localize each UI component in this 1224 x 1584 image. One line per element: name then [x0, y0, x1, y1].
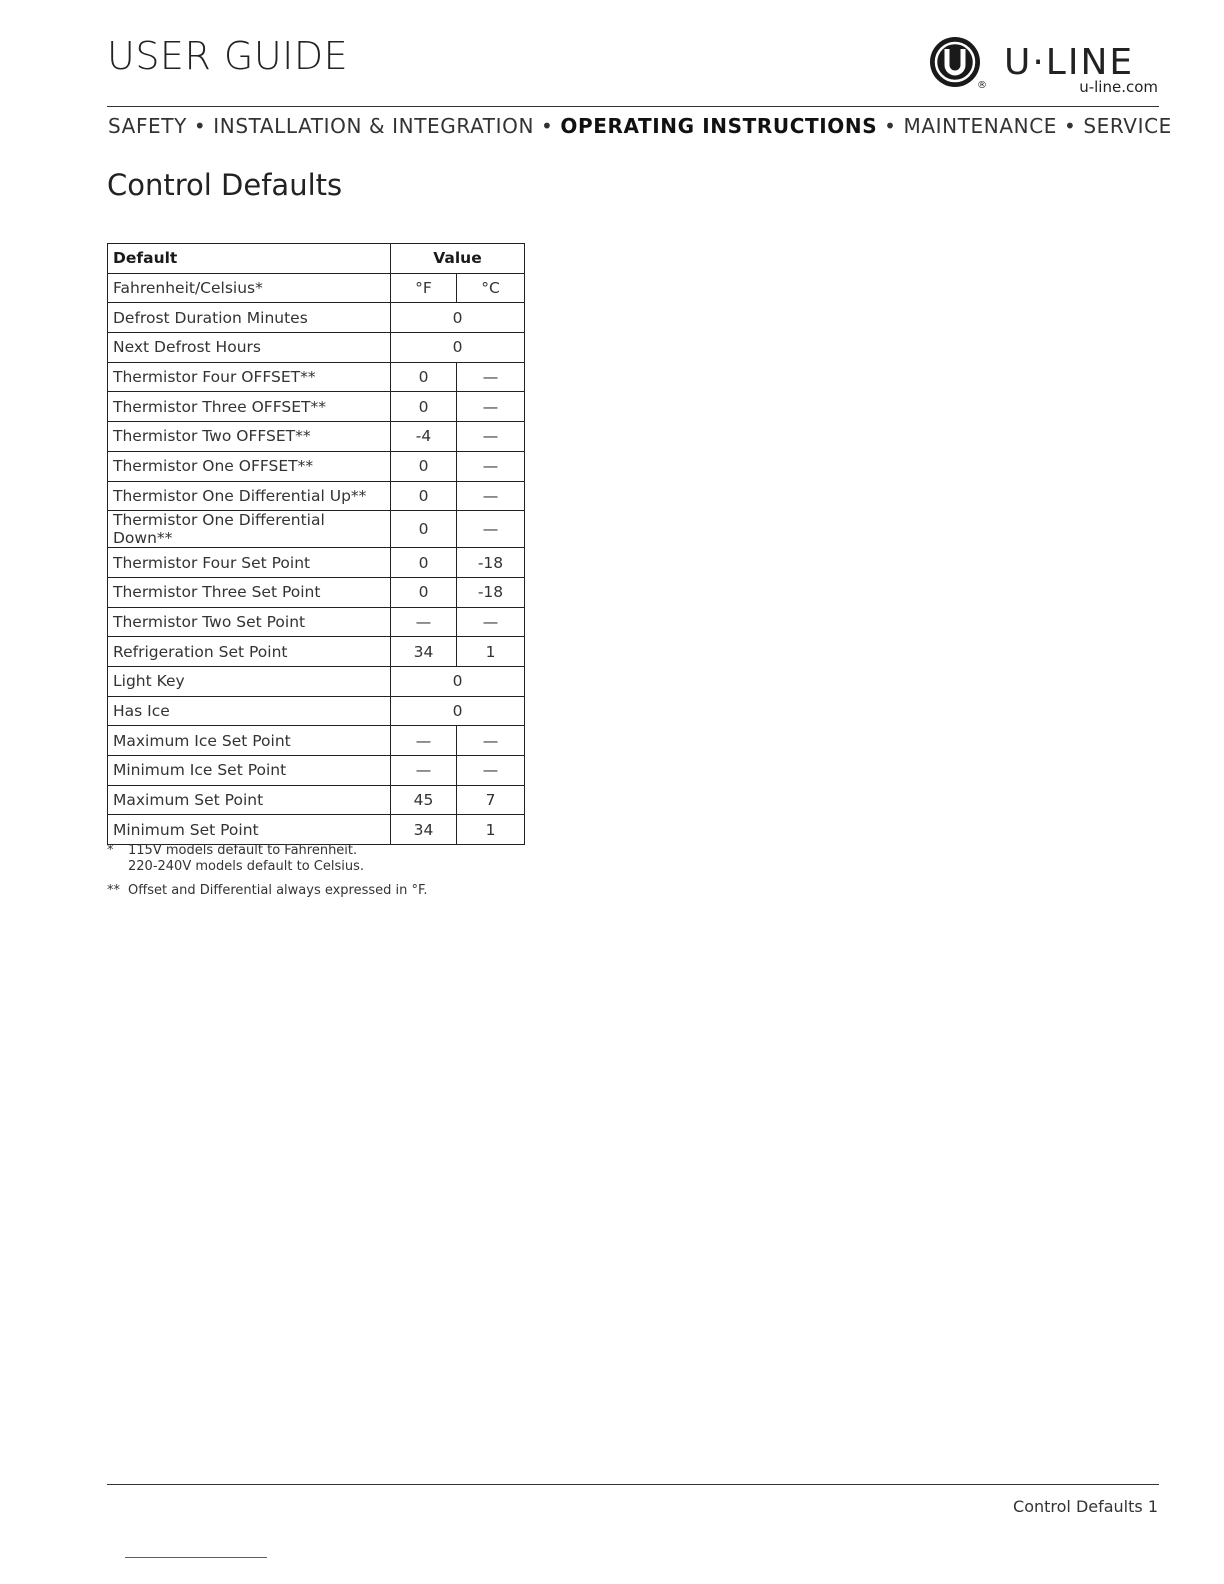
row-label: Thermistor Two Set Point	[108, 607, 391, 637]
table-row	[108, 422, 525, 452]
control-defaults-table	[107, 243, 525, 845]
table-row	[108, 511, 525, 548]
brand-wordmark: U·LINE	[1004, 42, 1135, 83]
row-value: 0	[391, 333, 525, 363]
row-label: Thermistor One Differential Down**	[108, 511, 391, 548]
column-header-value: Value	[391, 244, 525, 274]
nav-item-operating-instructions: OPERATING INSTRUCTIONS	[560, 114, 878, 138]
row-value-fahrenheit: 45	[391, 785, 457, 815]
row-label: Has Ice	[108, 696, 391, 726]
row-label: Thermistor Three OFFSET**	[108, 392, 391, 422]
row-value: 0	[391, 666, 525, 696]
row-value-fahrenheit: 0	[391, 548, 457, 578]
registered-mark: ®	[977, 80, 987, 91]
row-label: Fahrenheit/Celsius*	[108, 273, 391, 303]
row-label: Defrost Duration Minutes	[108, 303, 391, 333]
row-value-fahrenheit: 34	[391, 815, 457, 845]
footnote-double-asterisk	[107, 883, 428, 899]
row-value-celsius: -18	[457, 548, 525, 578]
table-footnotes	[107, 843, 428, 899]
table-row	[108, 303, 525, 333]
table-row	[108, 481, 525, 511]
table-row	[108, 451, 525, 481]
row-value-celsius: —	[457, 726, 525, 756]
row-value-celsius: —	[457, 392, 525, 422]
row-value-fahrenheit: 34	[391, 637, 457, 667]
page-footer-label: Control Defaults 1	[1013, 1497, 1158, 1516]
section-title: Control Defaults	[107, 168, 343, 202]
row-value-celsius: —	[457, 756, 525, 786]
row-label: Thermistor One Differential Up**	[108, 481, 391, 511]
nav-item-installation: INSTALLATION & INTEGRATION	[213, 114, 535, 138]
row-label: Next Defrost Hours	[108, 333, 391, 363]
nav-separator: •	[541, 114, 554, 138]
table-row	[108, 666, 525, 696]
table-row	[108, 577, 525, 607]
row-label: Light Key	[108, 666, 391, 696]
row-value: 0	[391, 303, 525, 333]
footnote-text: Offset and Differential always expressed in °F.	[128, 883, 428, 898]
table-row	[108, 362, 525, 392]
section-navigation	[108, 114, 1172, 138]
nav-item-service: SERVICE	[1083, 114, 1172, 138]
row-value-celsius: —	[457, 607, 525, 637]
row-value-celsius: —	[457, 422, 525, 452]
row-value-celsius: —	[457, 511, 525, 548]
footnote-text: 115V models default to Fahrenheit.	[128, 843, 358, 858]
table-body	[108, 273, 525, 844]
row-value-fahrenheit: —	[391, 726, 457, 756]
nav-separator: •	[1063, 114, 1077, 138]
table-row	[108, 696, 525, 726]
row-value-celsius: 7	[457, 785, 525, 815]
table-row	[108, 607, 525, 637]
footnote-single-asterisk	[107, 843, 428, 875]
website-url: u-line.com	[1079, 78, 1158, 96]
row-value-fahrenheit: -4	[391, 422, 457, 452]
nav-item-safety: SAFETY	[108, 114, 187, 138]
table-row	[108, 333, 525, 363]
row-value-fahrenheit: —	[391, 756, 457, 786]
table-row	[108, 392, 525, 422]
row-value-fahrenheit: 0	[391, 451, 457, 481]
document-title: USER GUIDE	[107, 34, 349, 78]
row-label: Minimum Ice Set Point	[108, 756, 391, 786]
table-row	[108, 273, 525, 303]
nav-separator: •	[884, 114, 897, 138]
row-value-fahrenheit: 0	[391, 577, 457, 607]
row-label: Thermistor One OFFSET**	[108, 451, 391, 481]
nav-item-maintenance: MAINTENANCE	[903, 114, 1058, 138]
row-label: Thermistor Two OFFSET**	[108, 422, 391, 452]
table-row	[108, 815, 525, 845]
row-value-celsius: °C	[457, 273, 525, 303]
header-divider	[107, 106, 1159, 107]
table-header-row	[108, 244, 525, 274]
row-label: Minimum Set Point	[108, 815, 391, 845]
row-value-celsius: 1	[457, 815, 525, 845]
footer-divider	[107, 1484, 1159, 1485]
row-value-celsius: —	[457, 451, 525, 481]
link-underline	[125, 1557, 267, 1558]
row-value-fahrenheit: °F	[391, 273, 457, 303]
nav-separator: •	[193, 114, 207, 138]
table-row	[108, 726, 525, 756]
column-header-default: Default	[108, 244, 391, 274]
table-row	[108, 637, 525, 667]
footnote-text: 220-240V models default to Celsius.	[128, 859, 364, 874]
row-value-fahrenheit: 0	[391, 392, 457, 422]
row-value-celsius: 1	[457, 637, 525, 667]
row-value-celsius: —	[457, 362, 525, 392]
table-row	[108, 756, 525, 786]
footnote-mark: **	[107, 883, 120, 898]
footnote-mark: *	[107, 843, 114, 858]
table-row	[108, 548, 525, 578]
row-label: Thermistor Three Set Point	[108, 577, 391, 607]
row-value-fahrenheit: 0	[391, 362, 457, 392]
row-value: 0	[391, 696, 525, 726]
row-value-celsius: —	[457, 481, 525, 511]
row-value-fahrenheit: 0	[391, 511, 457, 548]
table-row	[108, 785, 525, 815]
row-value-fahrenheit: —	[391, 607, 457, 637]
row-label: Thermistor Four OFFSET**	[108, 362, 391, 392]
row-value-celsius: -18	[457, 577, 525, 607]
row-value-fahrenheit: 0	[391, 481, 457, 511]
row-label: Maximum Ice Set Point	[108, 726, 391, 756]
row-label: Maximum Set Point	[108, 785, 391, 815]
row-label: Refrigeration Set Point	[108, 637, 391, 667]
row-label: Thermistor Four Set Point	[108, 548, 391, 578]
